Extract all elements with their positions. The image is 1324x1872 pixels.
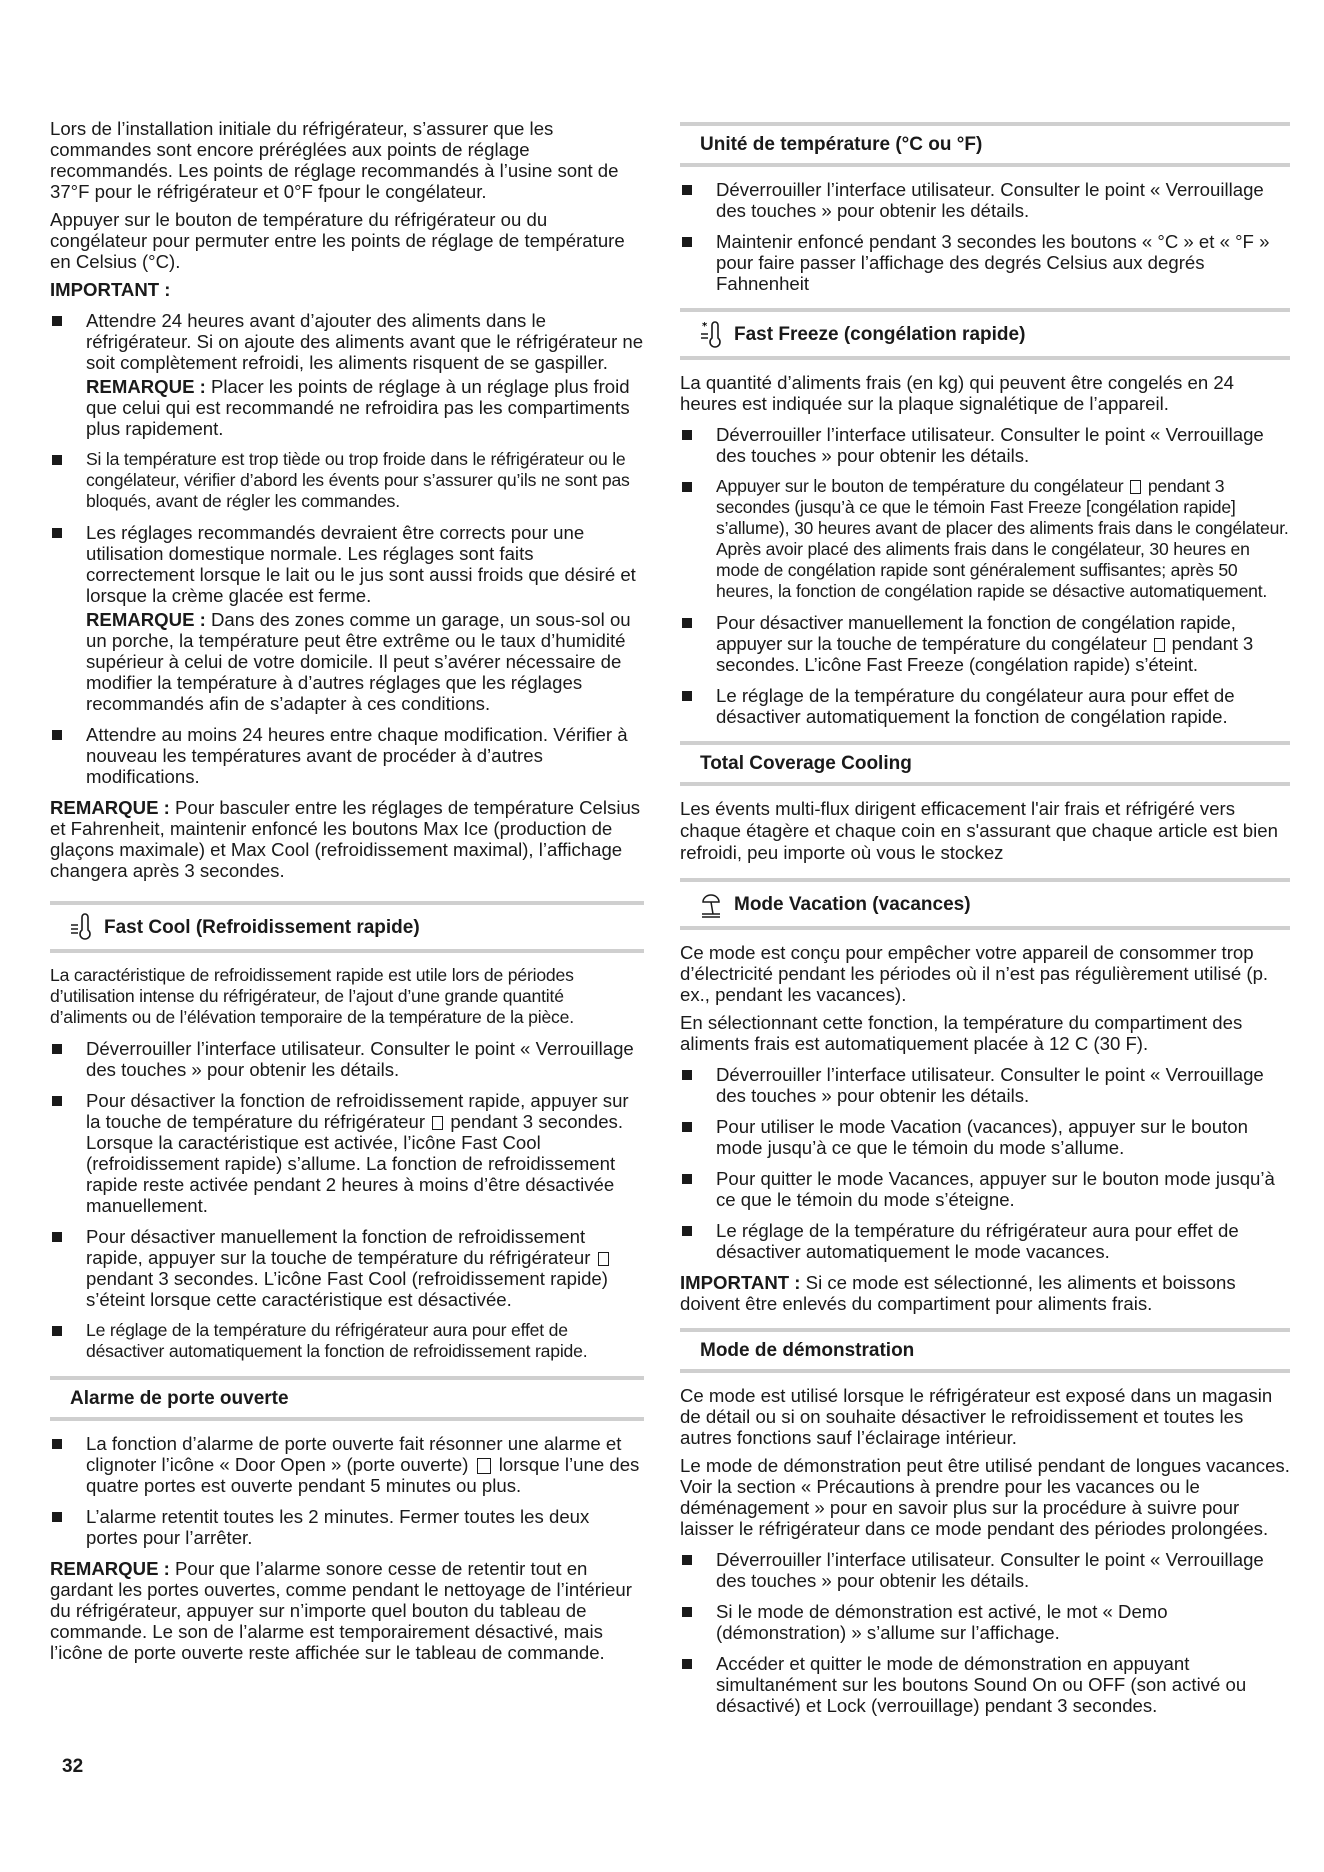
section-heading-text: Fast Cool (Refroidissement rapide) — [104, 916, 420, 938]
bullet-text: Maintenir enfoncé pendant 3 secondes les boutons « °C » et « °F » pour faire passer l’affichage des degrés Celsius aux degrés Fahnenheit — [716, 231, 1270, 294]
section-heading-vacation-mode — [680, 878, 1290, 930]
list-item — [680, 1601, 1290, 1643]
bullet-text: L’alarme retentit toutes les 2 minutes. Fermer toutes les deux portes pour l’arrêter. — [86, 1506, 590, 1548]
freezer-button-icon — [1130, 480, 1141, 494]
section-intro: La caractéristique de refroidissement rapide est utile lors de périodes d’utilisation intense du réfrigérateur, de l’ajout d’une grande quantité d’aliments ou de l’élévation temporaire de la température de la pièce. — [50, 965, 574, 1027]
fridge-button-icon — [598, 1252, 609, 1266]
note — [86, 376, 644, 439]
bullet-text: Attendre au moins 24 heures entre chaque modification. Vérifier à nouveau les températures avant de procéder à d’autres modifications. — [86, 724, 628, 787]
bullet-text: Accéder et quitter le mode de démonstration en appuyant simultanément sur les boutons Sound On ou OFF (son activé ou désactivé) et Lock (verrouillage) pendant 3 secondes. — [716, 1653, 1247, 1716]
bullet-text: Déverrouiller l’interface utilisateur. Consulter le point « Verrouillage des touches » pour obtenir les détails. — [86, 1038, 634, 1080]
note-label: REMARQUE : — [86, 609, 206, 630]
section-heading-text: Alarme de porte ouverte — [70, 1388, 289, 1409]
bullet-text: Déverrouiller l’interface utilisateur. Consulter le point « Verrouillage des touches » pour obtenir les détails. — [716, 424, 1264, 466]
list-item — [50, 1506, 644, 1548]
bullet-text: pendant 3 secondes. Lorsque la caractéristique est activée, l’icône Fast Cool (refroidissement rapide) s’allume. La fonction de refroidissement rapide reste activée pendant 2 heures à moins d’être désactivée manuellement. — [86, 1111, 624, 1216]
bullet-text: pendant 3 secondes. L’icône Fast Freeze (congélation rapide) s’éteint. — [716, 633, 1254, 675]
section-heading-text: Mode de démonstration — [700, 1340, 915, 1361]
list-item — [50, 1090, 644, 1216]
bullet-text: Pour désactiver manuellement la fonction de refroidissement rapide, appuyer sur la touche de température du réfrigérateur — [86, 1226, 591, 1268]
section-paragraph: Ce mode est conçu pour empêcher votre appareil de consommer trop d’électricité pendant les périodes où il n’est pas régulièrement utilisé (p. ex., pendant les vacances). — [680, 942, 1269, 1005]
note-text: Dans des zones comme un garage, un sous-sol ou un porche, la température peut être extrême ou le taux d’humidité supérieur à celui de votre domicile. Il peut s’avérer nécessaire de modifier la température à d’autres réglages que les réglages recommandés afin de s’adapter à ces conditions. — [86, 609, 631, 714]
bullet-text: Pour quitter le mode Vacances, appuyer sur le bouton mode jusqu’à ce que le témoin du mode s’éteigne. — [716, 1168, 1275, 1210]
list-item — [50, 1320, 644, 1362]
list-item — [680, 685, 1290, 727]
important-heading: IMPORTANT : — [50, 279, 171, 300]
note-label: REMARQUE : — [50, 797, 170, 818]
section-heading-temperature-unit — [680, 122, 1290, 167]
note — [50, 797, 644, 881]
list-item — [680, 612, 1290, 675]
list-item — [680, 1653, 1290, 1716]
bullet-text: Pour désactiver manuellement la fonction de congélation rapide, appuyer sur la touche de température du congélateur — [716, 612, 1236, 654]
svg-text:*: * — [702, 321, 708, 332]
note — [50, 1558, 644, 1663]
fridge-button-icon — [432, 1116, 443, 1130]
intro-paragraph: Lors de l’installation initiale du réfrigérateur, s’assurer que les commandes sont encore préréglées aux points de réglage recommandés. Les points de réglage recommandés à l’usine sont de 37°F pour le réfrigérateur et 0°F fpour le congélateur. — [50, 118, 619, 202]
section-heading-fast-cool — [50, 901, 644, 953]
door-open-icon — [477, 1458, 491, 1474]
left-column — [50, 118, 644, 1670]
bullet-text: Attendre 24 heures avant d’ajouter des aliments dans le réfrigérateur. Si on ajoute des aliments avant que le réfrigérateur ne soit complètement refroidi, les aliments risquent de se gaspiller. — [86, 310, 644, 373]
list-item — [680, 1549, 1290, 1591]
bullet-text: Le réglage de la température du réfrigérateur aura pour effet de désactiver automatiquement le mode vacances. — [716, 1220, 1239, 1262]
vacation-icon — [700, 890, 722, 918]
list-item — [680, 1220, 1290, 1262]
list-item — [680, 1064, 1290, 1106]
section-paragraph: Le mode de démonstration peut être utilisé pendant de longues vacances. Voir la section « Précautions à prendre pour les vacances ou le déménagement » pour en savoir plus sur la procédure à suivre pour laisser le réfrigérateur dans ce mode pendant des périodes prolongées. — [680, 1455, 1290, 1539]
note-text: Placer les points de réglage à un réglage plus froid que celui qui est recommandé ne refroidira pas les compartiments plus rapidement. — [86, 376, 630, 439]
section-heading-door-alarm — [50, 1376, 644, 1421]
section-heading-text: Total Coverage Cooling — [700, 753, 912, 774]
important-note — [680, 1272, 1290, 1314]
bullet-text: La fonction d’alarme de porte ouverte fait résonner une alarme et clignoter l’icône « Door Open » (porte ouverte) — [86, 1433, 622, 1475]
bullet-text: Les réglages recommandés devraient être corrects pour une utilisation domestique normale. Les réglages sont faits correctement lorsque le lait ou le jus sont aussi froids que désiré et lorsque la crème glacée est ferme. — [86, 522, 636, 606]
freezer-button-icon — [1154, 638, 1165, 652]
bullet-text: Le réglage de la température du congélateur aura pour effet de désactiver automatiquement la fonction de congélation rapide. — [716, 685, 1235, 727]
bullet-text: pendant 3 secondes (jusqu’à ce que le témoin Fast Freeze [congélation rapide] s’allume), 30 heures avant de placer des aliments frais dans le congélateur. Après avoir placé des aliments frais dans le congélateur, 30 heures en mode de congélation rapide sont généralement suffisantes; après 50 heures, la fonction de congélation rapide se désactive automatiquement. — [716, 476, 1289, 601]
bullet-text: pendant 3 secondes. L’icône Fast Cool (refroidissement rapide) s’éteint lorsque cette caractéristique est désactivée. — [86, 1268, 608, 1310]
section-heading-fast-freeze — [680, 308, 1290, 360]
bullet-text: Déverrouiller l’interface utilisateur. Consulter le point « Verrouillage des touches » pour obtenir les détails. — [716, 1064, 1264, 1106]
right-column — [680, 122, 1290, 1726]
note-label: REMARQUE : — [86, 376, 206, 397]
note-text: Pour basculer entre les réglages de température Celsius et Fahrenheit, maintenir enfoncé les boutons Max Ice (production de glaçons maximale) et Max Cool (refroidissement maximal), l’affichage changera après 3 secondes. — [50, 797, 641, 881]
list-item — [50, 1038, 644, 1080]
fast-freeze-icon — [700, 320, 722, 348]
note-label: REMARQUE : — [50, 1558, 170, 1579]
list-item — [680, 179, 1290, 221]
list-item — [50, 1226, 644, 1310]
list-item — [680, 424, 1290, 466]
section-paragraph: En sélectionnant cette fonction, la température du compartiment des aliments frais est automatiquement placée à 12 C (30 F). — [680, 1012, 1243, 1054]
section-intro: La quantité d’aliments frais (en kg) qui peuvent être congelés en 24 heures est indiquée sur la plaque signalétique de l’appareil. — [680, 372, 1235, 414]
bullet-text: Déverrouiller l’interface utilisateur. Consulter le point « Verrouillage des touches » pour obtenir les détails. — [716, 179, 1264, 221]
list-item — [50, 522, 644, 714]
bullet-text: lorsque l’une des quatre portes est ouverte pendant 5 minutes ou plus. — [86, 1454, 640, 1496]
note-label: IMPORTANT : — [680, 1272, 801, 1293]
list-item — [50, 724, 644, 787]
note-text: Si ce mode est sélectionné, les aliments et boissons doivent être enlevés du compartiment pour aliments frais. — [680, 1272, 1236, 1314]
list-item — [680, 231, 1290, 294]
bullet-text: Pour désactiver la fonction de refroidissement rapide, appuyer sur la touche de température du réfrigérateur — [86, 1090, 629, 1132]
list-item — [680, 476, 1290, 602]
list-item — [50, 1433, 644, 1496]
fast-cool-icon — [70, 913, 92, 941]
bullet-text: Si le mode de démonstration est activé, le mot « Demo (démonstration) » s’allume sur l’affichage. — [716, 1601, 1168, 1643]
bullet-text: Appuyer sur le bouton de température du congélateur — [716, 476, 1124, 496]
bullet-text: Le réglage de la température du réfrigérateur aura pour effet de désactiver automatiquement la fonction de refroidissement rapide. — [86, 1320, 588, 1361]
note-text: Pour que l’alarme sonore cesse de retentir tout en gardant les portes ouvertes, comme pendant le nettoyage de l’intérieur du réfrigérateur, appuyer sur n’importe quel bouton du tableau de commande. Le son de l’alarme est temporairement désactivé, mais l’icône de porte ouverte reste affichée sur le tableau de commande. — [50, 1558, 632, 1663]
section-heading-text: Unité de température (°C ou °F) — [700, 134, 983, 155]
bullet-text: Si la température est trop tiède ou trop froide dans le réfrigérateur ou le congélateur, vérifier d’abord les évents pour s’assurer qu’ils ne sont pas bloqués, avant de régler les commandes. — [86, 449, 630, 511]
section-paragraph: Ce mode est utilisé lorsque le réfrigérateur est exposé dans un magasin de détail ou si on souhaite désactiver le refroidissement et toutes les autres fonctions sauf l’éclairage intérieur. — [680, 1385, 1273, 1448]
list-item — [50, 310, 644, 439]
list-item — [680, 1168, 1290, 1210]
note — [86, 609, 644, 714]
section-heading-total-coverage-cooling — [680, 741, 1290, 786]
section-heading-text: Mode Vacation (vacances) — [734, 893, 971, 915]
bullet-text: Pour utiliser le mode Vacation (vacances), appuyer sur le bouton mode jusqu’à ce que le témoin du mode s’allume. — [716, 1116, 1248, 1158]
list-item — [680, 1116, 1290, 1158]
list-item — [50, 449, 644, 512]
intro-paragraph: Appuyer sur le bouton de température du réfrigérateur ou du congélateur pour permuter entre les points de réglage de température en Celsius (°C). — [50, 209, 625, 272]
section-heading-demo-mode — [680, 1328, 1290, 1373]
section-text: Les évents multi-flux dirigent efficacement l'air frais et réfrigéré vers chaque étagère et chaque coin en s'assurant que chaque article est bien refroidi, peu importe où vous le stockez — [680, 798, 1278, 863]
bullet-text: Déverrouiller l’interface utilisateur. Consulter le point « Verrouillage des touches » pour obtenir les détails. — [716, 1549, 1264, 1591]
section-heading-text: Fast Freeze (congélation rapide) — [734, 323, 1026, 345]
page-number: 32 — [62, 1756, 84, 1777]
